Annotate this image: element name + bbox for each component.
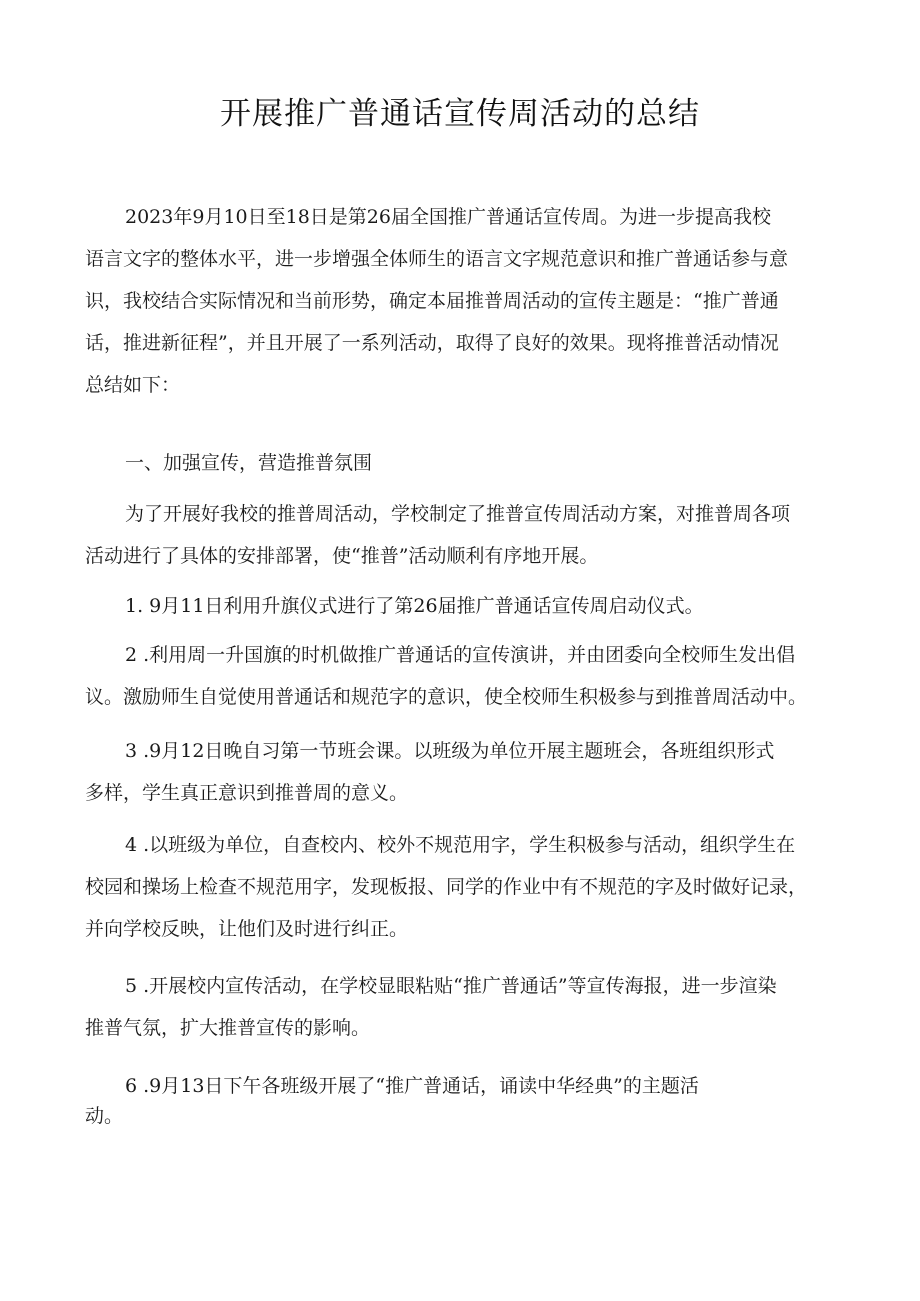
section-heading-text: 一、加强宣传，营造推普氛围 bbox=[125, 452, 373, 474]
intro-line: 2023年9月10日至18日是第26届全国推广普通话宣传周。为进一步提高我校 bbox=[125, 206, 771, 228]
section-heading bbox=[85, 447, 835, 480]
paragraph-line: 活动进行了具体的安排部署，使“推普”活动顺利有序地开展。 bbox=[85, 545, 599, 567]
list-item-line: 并向学校反映，让他们及时进行纠正。 bbox=[85, 918, 409, 940]
list-item-line: 动。 bbox=[85, 1105, 124, 1127]
intro-paragraph bbox=[85, 196, 835, 406]
list-item-3 bbox=[85, 730, 835, 814]
intro-line: 总结如下： bbox=[85, 374, 181, 396]
intro-line: 识，我校结合实际情况和当前形势，确定本届推普周活动的宣传主题是：“推广普通 bbox=[85, 290, 779, 312]
list-item-line: 4 .以班级为单位，自查校内、校外不规范用字，学生积极参与活动，组织学生在 bbox=[125, 834, 796, 856]
list-item-5 bbox=[85, 965, 835, 1049]
paragraph-line: 为了开展好我校的推普周活动，学校制定了推普宣传周活动方案，对推普周各项 bbox=[125, 503, 791, 525]
list-item-line: 议。激励师生自觉使用普通话和规范字的意识，使全校师生积极参与到推普周活动中。 bbox=[85, 686, 808, 708]
list-item-line: 2 .利用周一升国旗的时机做推广普通话的宣传演讲，并由团委向全校师生发出倡 bbox=[125, 644, 796, 666]
list-item-text: 1. 9月11日利用升旗仪式进行了第26届推广普通话宣传周启动仪式。 bbox=[125, 595, 704, 617]
list-item-line: 推普气氛，扩大推普宣传的影响。 bbox=[85, 1017, 371, 1039]
intro-line: 语言文字的整体水平，进一步增强全体师生的语言文字规范意识和推广普通话参与意 bbox=[85, 248, 789, 270]
list-item-line: 3 .9月12日晚自习第一节班会课。以班级为单位开展主题班会，各班组织形式 bbox=[125, 740, 775, 762]
section1-paragraph bbox=[85, 493, 835, 577]
list-item-1 bbox=[85, 590, 835, 623]
list-item-line: 校园和操场上检查不规范用字，发现板报、同学的作业中有不规范的字及时做好记录， bbox=[85, 876, 808, 898]
list-item-4 bbox=[85, 824, 835, 950]
list-item-line: 5 .开展校内宣传活动，在学校显眼粘贴“推广普通话”等宣传海报，进一步渲染 bbox=[125, 975, 777, 997]
list-item-6 bbox=[85, 1070, 835, 1129]
list-item-line: 6 .9月13日下午各班级开展了“推广普通话，诵读中华经典”的主题活 bbox=[125, 1075, 699, 1097]
document-title: 开展推广普通话宣传周活动的总结 bbox=[220, 96, 700, 132]
intro-line: 话，推进新征程”，并且开展了一系列活动，取得了良好的效果。现将推普活动情况 bbox=[85, 332, 779, 354]
list-item-line: 多样，学生真正意识到推普周的意义。 bbox=[85, 782, 409, 804]
list-item-2 bbox=[85, 634, 835, 718]
